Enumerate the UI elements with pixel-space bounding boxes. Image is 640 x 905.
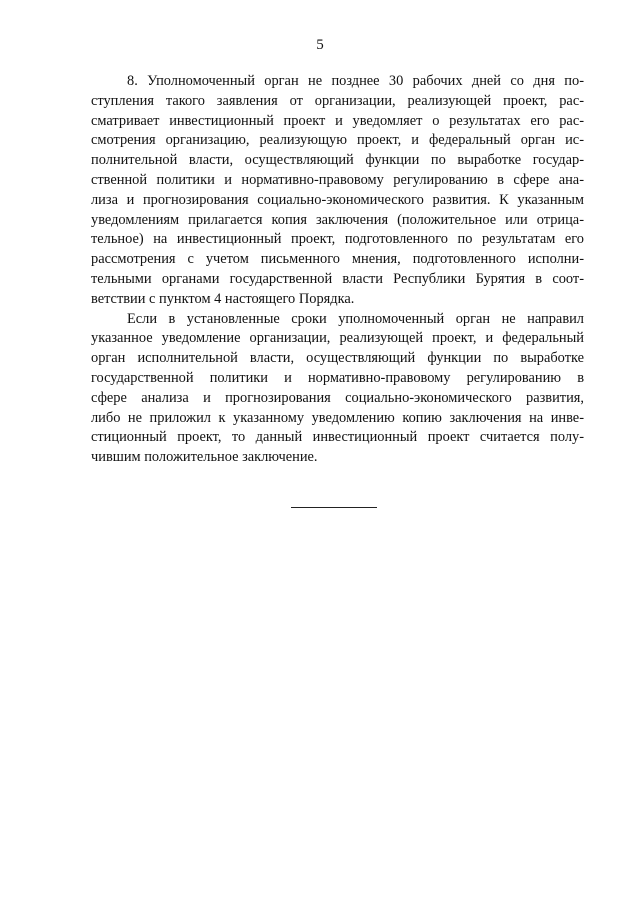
text-line: Если в установленные сроки уполномоченный орган не направил (127, 310, 584, 327)
text-line: сматривает инвестиционный проект и уведомляет о результатах его рас- (91, 112, 584, 129)
page-number: 5 (316, 37, 324, 53)
text-line: рассмотрения с учетом письменного мнения, подготовленного исполни- (91, 251, 584, 268)
text-line: указанное уведомление организации, реализующей проект, и федеральный (91, 330, 584, 347)
document-end-rule (291, 507, 377, 508)
text-line: 8. Уполномоченный орган не позднее 30 рабочих дней со дня по- (127, 73, 584, 89)
text-line: ступления такого заявления от организации, реализующей проект, рас- (91, 92, 584, 109)
text-line: сфере анализа и прогнозирования социально-экономического развития, (91, 389, 584, 406)
text-line: ственной политики и нормативно-правовому регулированию в сфере ана- (91, 171, 584, 188)
text-line: государственной политики и нормативно-правовому регулированию в (91, 369, 584, 386)
text-line: лиза и прогнозирования социально-экономического развития. К указанным (91, 191, 584, 208)
text-line: смотрения организацию, реализующую проект, и федеральный орган ис- (91, 132, 584, 149)
text-line: полнительной власти, осуществляющий функции по выработке государ- (91, 152, 584, 169)
document-body (91, 72, 584, 468)
text-line: стиционный проект, то данный инвестиционный проект считается полу- (91, 429, 584, 446)
text-line: тельное) на инвестиционный проект, подготовленного по результатам его (91, 231, 584, 248)
paragraph-notice (91, 310, 584, 468)
text-line: ветствии с пунктом 4 настоящего Порядка. (91, 290, 355, 307)
text-line: уведомлениям прилагается копия заключения (положительное или отрица- (91, 211, 584, 228)
paragraph-8 (91, 72, 584, 310)
text-line: тельными органами государственной власти Республики Бурятия в соот- (91, 270, 584, 287)
text-line: чившим положительное заключение. (91, 449, 318, 466)
text-line: либо не приложил к указанному уведомлению копию заключения на инве- (91, 409, 584, 426)
text-line: орган исполнительной власти, осуществляющий функции по выработке (91, 350, 584, 367)
